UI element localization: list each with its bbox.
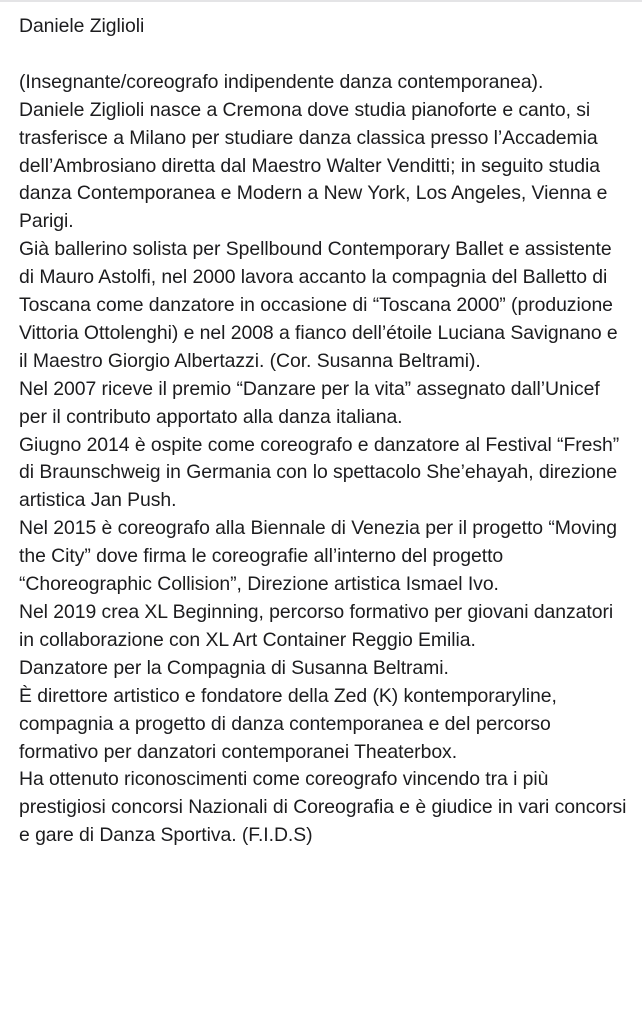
- note-paragraph-zed: È direttore artistico e fondatore della Zed (K) kontemporaryline, compagnia a progetto di danza contemporanea e del percorso formativo per danzatori contemporanei Theaterbox.: [19, 684, 557, 763]
- note-paragraph-training: Daniele Ziglioli nasce a Cremona dove studia pianoforte e canto, si trasferisce a Milano per studiare danza classica presso l’Accademia dell’Ambrosiano diretta dal Maestro Walter Venditti; in seguito studia danza Contemporanea e Modern a New York, Los Angeles, Vienna e Parigi.: [19, 98, 608, 233]
- top-divider: [0, 0, 642, 2]
- note-paragraph-award-2007: Nel 2007 riceve il premio “Danzare per la vita” assegnato dall’Unicef per il contributo apportato alla danza italiana.: [19, 377, 600, 428]
- note-paragraph-festival-2014: Giugno 2014 è ospite come coreografo e danzatore al Festival “Fresh” di Braunschweig in Germania con lo spettacolo She’ehayah, direzione artistica Jan Push.: [19, 433, 620, 512]
- note-body[interactable]: [19, 13, 631, 850]
- note-paragraph-compagnia: Danzatore per la Compagnia di Susanna Beltrami.: [19, 656, 449, 679]
- note-paragraph-role: (Insegnante/coreografo indipendente danza contemporanea).: [19, 70, 544, 93]
- note-title: Daniele Ziglioli: [19, 15, 145, 37]
- note-paragraph-career: Già ballerino solista per Spellbound Contemporary Ballet e assistente di Mauro Astolfi, nel 2000 lavora accanto la compagnia del Balletto di Toscana come danzatore in occasione di “Toscana 2000” (produzione Vittoria Ottolenghi) e nel 2008 a fianco dell’étoile Luciana Savignano e il Maestro Giorgio Albertazzi. (Cor. Susanna Beltrami).: [19, 238, 618, 372]
- note-paragraph-recognition: Ha ottenuto riconoscimenti come coreografo vincendo tra i più prestigiosi concorsi Nazionali di Coreografia e è giudice in vari concorsi e gare di Danza Sportiva. (F.I.D.S): [19, 768, 627, 847]
- blank-line: [19, 41, 631, 69]
- note-paragraph-biennale-2015: Nel 2015 è coreografo alla Biennale di Venezia per il progetto “Moving the City” dove firma le coreografie all’interno del progetto “Choreographic Collision”, Direzione artistica Ismael Ivo.: [19, 517, 617, 596]
- note-paragraph-xl-2019: Nel 2019 crea XL Beginning, percorso formativo per giovani danzatori in collaborazione con XL Art Container Reggio Emilia.: [19, 601, 614, 651]
